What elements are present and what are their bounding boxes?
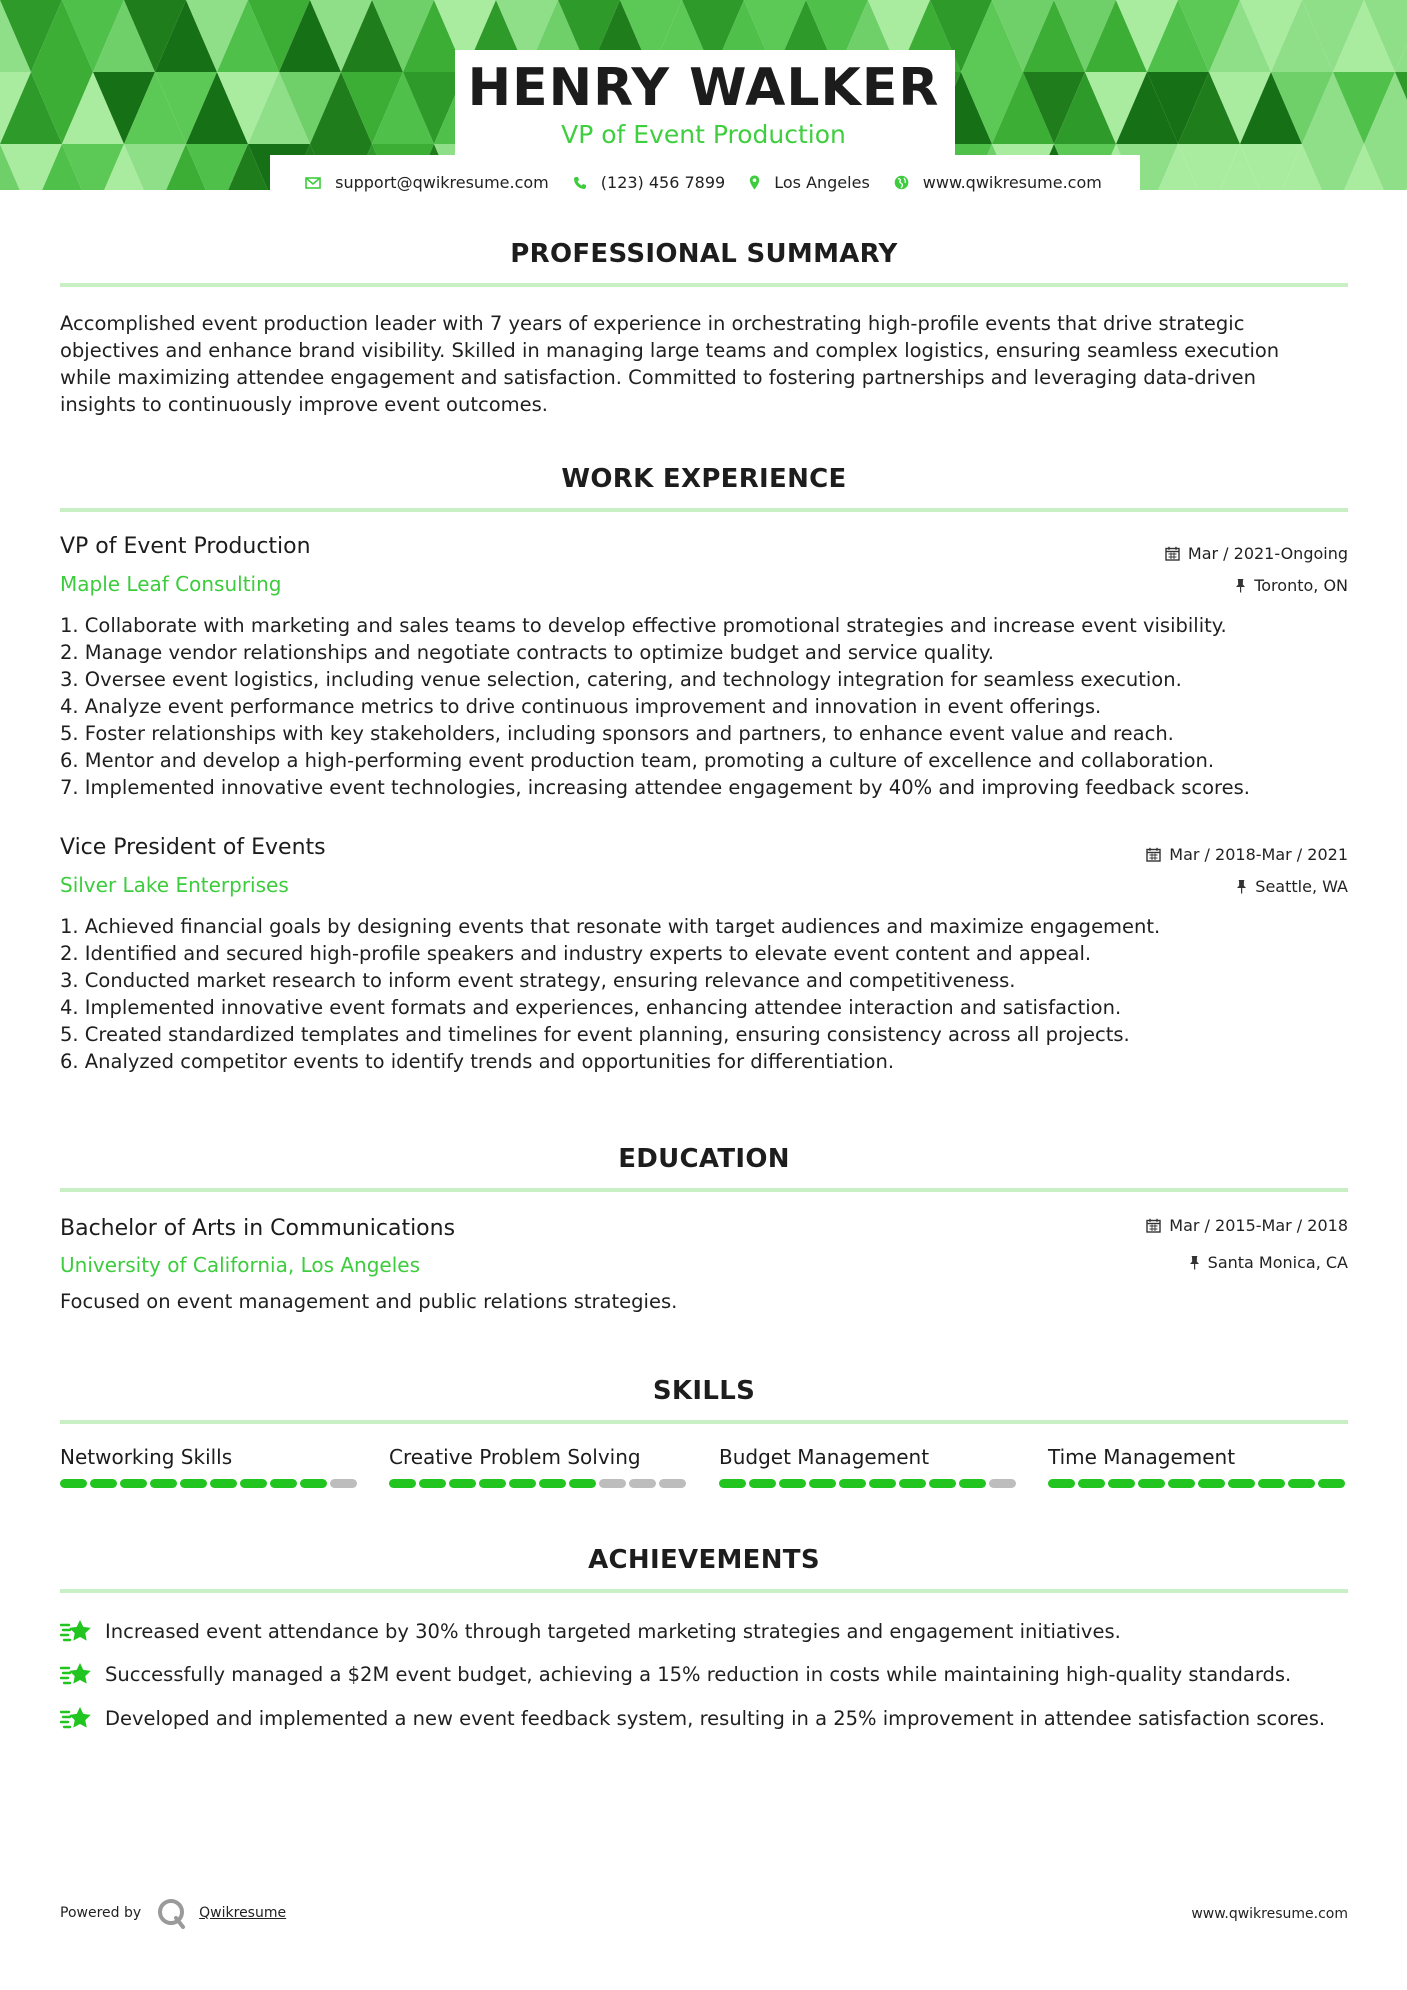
- skill-segment: [1138, 1479, 1165, 1488]
- contact-location-text: Los Angeles: [774, 173, 870, 192]
- job-location: [1235, 576, 1348, 595]
- skill-segment: [1048, 1479, 1075, 1488]
- job-dates: [1146, 845, 1348, 864]
- summary-line: Accomplished event production leader with 7 years of experience in orchestrating high-profile events that drive strategic: [60, 312, 1245, 335]
- list-item: 6. Mentor and develop a high-performing event production team, promoting a culture of excellence and collaboration.: [60, 749, 1215, 772]
- summary-text: [60, 310, 1348, 418]
- achievement-text: Developed and implemented a new event feedback system, resulting in a 25% improvement in attendee satisfaction scores.: [105, 1706, 1326, 1730]
- education-divider: [60, 1188, 1348, 1192]
- skill-segment: [929, 1479, 956, 1488]
- skill-level-bar: [60, 1479, 360, 1488]
- skill-item: [1048, 1445, 1348, 1488]
- job-dates-text: Mar / 2021-Ongoing: [1187, 544, 1348, 563]
- envelope-icon: [305, 177, 321, 189]
- education-location-text: Santa Monica, CA: [1207, 1253, 1348, 1272]
- skill-segment: [330, 1479, 357, 1488]
- skill-segment: [749, 1479, 776, 1488]
- achievement-item: [60, 1660, 1291, 1688]
- footer-website[interactable]: www.qwikresume.com: [1191, 1906, 1348, 1922]
- job-duties-list: [60, 913, 1350, 1075]
- contact-bar: [0, 173, 1407, 192]
- star-icon: [60, 1704, 93, 1732]
- list-item: 1. Achieved financial goals by designing events that resonate with target audiences and maximize engagement.: [60, 915, 1161, 938]
- education-dates-text: Mar / 2015-Mar / 2018: [1169, 1216, 1348, 1235]
- list-item: 5. Created standardized templates and timelines for event planning, ensuring consistency across all projects.: [60, 1023, 1130, 1046]
- list-item: 2. Manage vendor relationships and negotiate contracts to optimize budget and service quality.: [60, 641, 994, 664]
- qwikresume-link[interactable]: Qwikresume: [199, 1905, 287, 1921]
- skill-segment: [989, 1479, 1016, 1488]
- skill-level-bar: [389, 1479, 689, 1488]
- skill-segment: [539, 1479, 566, 1488]
- skill-level-bar: [719, 1479, 1019, 1488]
- summary-line: objectives and enhance brand visibility. Skilled in managing large teams and complex logistics, ensuring seamless execution: [60, 339, 1280, 362]
- achievements-heading: ACHIEVEMENTS: [588, 1545, 820, 1575]
- school-name: University of California, Los Angeles: [60, 1253, 421, 1277]
- powered-by-label: Powered by: [60, 1905, 142, 1921]
- skill-segment: [1318, 1479, 1345, 1488]
- job-title: VP of Event Production: [60, 534, 311, 559]
- job-location: [1236, 877, 1348, 896]
- skill-segment: [959, 1479, 986, 1488]
- achievement-text: Increased event attendance by 30% through targeted marketing strategies and engagement initiatives.: [105, 1619, 1121, 1643]
- achievements-divider: [60, 1589, 1348, 1593]
- summary-heading: PROFESSIONAL SUMMARY: [510, 239, 898, 269]
- experience-heading: WORK EXPERIENCE: [561, 464, 847, 494]
- skill-segment: [1168, 1479, 1195, 1488]
- list-item: 1. Collaborate with marketing and sales teams to develop effective promotional strategies and increase event visibility.: [60, 614, 1227, 637]
- achievement-text: Successfully managed a $2M event budget, achieving a 15% reduction in costs while maintaining high-quality standards.: [105, 1662, 1292, 1686]
- pushpin-icon: [1235, 578, 1246, 593]
- contact-phone-text: (123) 456 7899: [600, 173, 726, 192]
- skill-segment: [120, 1479, 147, 1488]
- skill-segment: [90, 1479, 117, 1488]
- contact-email-text: support@qwikresume.com: [335, 173, 549, 192]
- skill-name: Time Management: [1048, 1445, 1236, 1469]
- skill-segment: [899, 1479, 926, 1488]
- candidate-name: HENRY WALKER: [467, 58, 940, 118]
- list-item: 2. Identified and secured high-profile speakers and industry experts to elevate event content and appeal.: [60, 942, 1092, 965]
- skill-segment: [150, 1479, 177, 1488]
- list-item: 5. Foster relationships with key stakeholders, including sponsors and partners, to enhance event value and reach.: [60, 722, 1174, 745]
- job-location-text: Seattle, WA: [1255, 877, 1348, 896]
- job-dates: [1165, 544, 1348, 563]
- degree-title: Bachelor of Arts in Communications: [60, 1216, 456, 1241]
- skill-segment: [1078, 1479, 1105, 1488]
- skill-level-bar: [1048, 1479, 1348, 1488]
- education-heading: EDUCATION: [618, 1144, 790, 1174]
- contact-phone[interactable]: [573, 173, 725, 192]
- achievement-item: [60, 1617, 1121, 1645]
- skill-segment: [719, 1479, 746, 1488]
- pushpin-icon: [1236, 879, 1247, 894]
- job-company: Silver Lake Enterprises: [60, 873, 289, 897]
- skill-segment: [300, 1479, 327, 1488]
- calendar-icon: [1146, 1218, 1161, 1233]
- candidate-headline: VP of Event Production: [561, 120, 846, 149]
- skill-segment: [779, 1479, 806, 1488]
- skill-segment: [569, 1479, 596, 1488]
- skill-name: Creative Problem Solving: [389, 1445, 641, 1469]
- list-item: 3. Oversee event logistics, including venue selection, catering, and technology integration for seamless execution.: [60, 668, 1182, 691]
- skills-divider: [60, 1420, 1348, 1424]
- job-dates-text: Mar / 2018-Mar / 2021: [1169, 845, 1348, 864]
- calendar-icon: [1165, 546, 1180, 561]
- education-dates: [1146, 1216, 1348, 1235]
- skill-segment: [1108, 1479, 1135, 1488]
- skills-heading: SKILLS: [652, 1376, 756, 1406]
- skill-segment: [1258, 1479, 1285, 1488]
- contact-website-text: www.qwikresume.com: [922, 173, 1102, 192]
- summary-line: insights to continuously improve event outcomes.: [60, 393, 548, 416]
- skill-segment: [1288, 1479, 1315, 1488]
- pushpin-icon: [1189, 1255, 1200, 1270]
- skill-segment: [270, 1479, 297, 1488]
- list-item: 4. Analyze event performance metrics to drive continuous improvement and innovation in event offerings.: [60, 695, 1102, 718]
- skill-segment: [809, 1479, 836, 1488]
- contact-email[interactable]: [305, 173, 549, 192]
- skill-segment: [869, 1479, 896, 1488]
- education-location: [1189, 1253, 1348, 1272]
- contact-location: [749, 173, 870, 192]
- skill-segment: [659, 1479, 686, 1488]
- skill-name: Budget Management: [719, 1445, 930, 1469]
- skill-segment: [419, 1479, 446, 1488]
- summary-divider: [60, 283, 1348, 287]
- achievement-item: [60, 1704, 1325, 1732]
- footer-powered-by: [60, 1896, 286, 1930]
- skill-segment: [1228, 1479, 1255, 1488]
- contact-website[interactable]: [894, 173, 1102, 192]
- globe-icon: [894, 175, 909, 190]
- skill-item: [719, 1445, 1019, 1488]
- phone-icon: [573, 176, 587, 190]
- qwikresume-logo-icon: [155, 1896, 189, 1930]
- education-description: Focused on event management and public relations strategies.: [60, 1290, 678, 1313]
- skill-segment: [599, 1479, 626, 1488]
- skill-item: [60, 1445, 360, 1488]
- job-company: Maple Leaf Consulting: [60, 572, 282, 596]
- experience-divider: [60, 508, 1348, 512]
- job-location-text: Toronto, ON: [1254, 576, 1348, 595]
- calendar-icon: [1146, 847, 1161, 862]
- skill-segment: [1198, 1479, 1225, 1488]
- list-item: 7. Implemented innovative event technologies, increasing attendee engagement by 40% and improving feedback scores.: [60, 776, 1250, 799]
- list-item: 3. Conducted market research to inform event strategy, ensuring relevance and competitiveness.: [60, 969, 1016, 992]
- job-duties-list: [60, 612, 1350, 801]
- star-icon: [60, 1660, 93, 1688]
- skill-item: [389, 1445, 689, 1488]
- skill-segment: [240, 1479, 267, 1488]
- list-item: 4. Implemented innovative event formats and experiences, enhancing attendee interaction and satisfaction.: [60, 996, 1122, 1019]
- skill-segment: [180, 1479, 207, 1488]
- skill-segment: [389, 1479, 416, 1488]
- skill-segment: [60, 1479, 87, 1488]
- skill-segment: [839, 1479, 866, 1488]
- star-icon: [60, 1617, 93, 1645]
- map-pin-icon: [749, 175, 760, 190]
- skill-segment: [629, 1479, 656, 1488]
- skill-segment: [210, 1479, 237, 1488]
- skill-segment: [509, 1479, 536, 1488]
- skill-name: Networking Skills: [60, 1445, 233, 1469]
- summary-line: while maximizing attendee engagement and satisfaction. Committed to fostering partnerships and leveraging data-driven: [60, 366, 1256, 389]
- skill-segment: [449, 1479, 476, 1488]
- job-title: Vice President of Events: [60, 835, 326, 860]
- skill-segment: [479, 1479, 506, 1488]
- list-item: 6. Analyzed competitor events to identify trends and opportunities for differentiation.: [60, 1050, 895, 1073]
